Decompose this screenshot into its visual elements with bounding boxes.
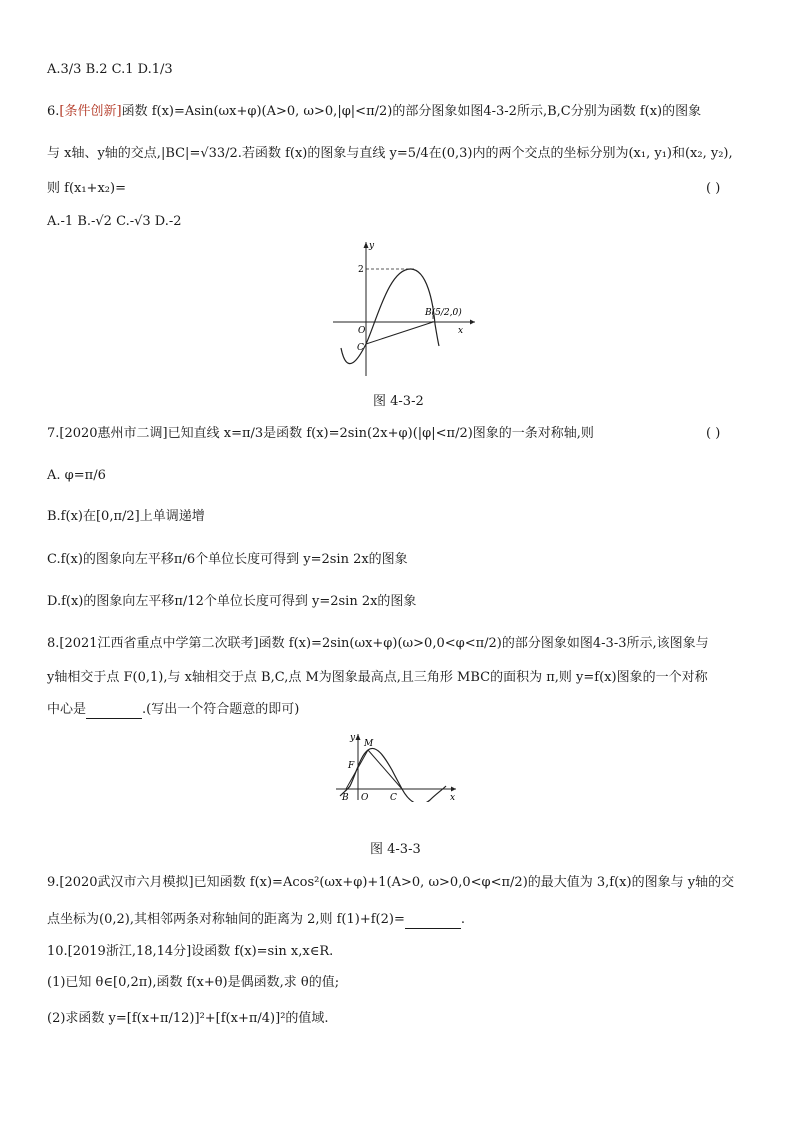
q7-option-a: A. φ=π/6 [47, 468, 106, 483]
figure-4-3-3-caption: 图 4-3-3 [370, 842, 421, 857]
q6-line-3: 则 f(x₁+x₂)= [47, 181, 126, 196]
q8-line-2: y轴相交于点 F(0,1),与 x轴相交于点 B,C,点 M为图象最高点,且三角形 MBC的面积为 π,则 y=f(x)图象的一个对称 [47, 670, 708, 685]
q6-line-2: 与 x轴、y轴的交点,|BC|=√33/2.若函数 f(x)的图象与直线 y=5/4在(0,3)内的两个交点的坐标分别为(x₁, y₁)和(x₂, y₂), [47, 146, 733, 161]
figure-4-3-2-caption: 图 4-3-2 [373, 394, 424, 409]
q10-line-1: 10.[2019浙江,18,14分]设函数 f(x)=sin x,x∈R. [47, 944, 334, 959]
q9-text-start: 点坐标为(0,2),其相邻两条对称轴间的距离为 2,则 f(1)+f(2)= [47, 912, 405, 927]
q6-answer-paren: ( ) [706, 181, 721, 196]
fig2-x-arrow [451, 787, 456, 792]
q8-answer-blank[interactable] [86, 702, 142, 719]
fig2-y-arrow [356, 734, 361, 740]
fig2-x-label: x [450, 793, 456, 802]
fig2-point-f: F [348, 761, 355, 771]
fig1-y-arrow [364, 242, 369, 248]
q6-source-tag: [条件创新] [59, 104, 122, 119]
fig1-x-label: x [458, 326, 464, 336]
fig2-origin-label: O [361, 793, 369, 802]
q6-line-1 [47, 104, 701, 120]
q7-answer-paren: ( ) [706, 426, 721, 441]
q8-line-1: 8.[2021江西省重点中学第二次联考]函数 f(x)=2sin(ωx+φ)(ω>0,0<φ<π/2)的部分图象如图4-3-3所示,该图象与 [47, 636, 709, 651]
fig2-point-c: C [390, 793, 397, 802]
q7-line-1: 7.[2020惠州市二调]已知直线 x=π/3是函数 f(x)=2sin(2x+φ)(|φ|<π/2)图象的一条对称轴,则 [47, 426, 594, 441]
q8-text-start: 中心是 [47, 702, 87, 717]
figure-4-3-3 [334, 728, 464, 802]
q9-line-2 [47, 912, 465, 929]
q9-text-end: . [460, 912, 465, 927]
fig1-line-bc [366, 322, 433, 344]
q6-text-1: 函数 f(x)=Asin(ωx+φ)(A>0, ω>0,|φ|<π/2)的部分图象如图4-3-2所示,B,C分别为函数 f(x)的图象 [121, 104, 702, 119]
fig2-y-label: y [350, 733, 356, 743]
fig2-point-b: B [342, 793, 349, 802]
fig2-side-mc [368, 750, 402, 789]
fig1-x-arrow [470, 320, 475, 325]
q8-text-end: .(写出一个符合题意的即可) [142, 702, 300, 717]
fig2-point-m: M [364, 739, 374, 749]
q10-part-2: (2)求函数 y=[f(x+π/12)]²+[f(x+π/4)]²的值域. [47, 1011, 329, 1026]
fig1-point-b: B(5/2,0) [425, 308, 462, 318]
q9-answer-blank[interactable] [405, 912, 461, 929]
q8-line-3 [47, 702, 299, 719]
fig1-y-label: y [369, 241, 375, 251]
q10-part-1: (1)已知 θ∈[0,2π),函数 f(x+θ)是偶函数,求 θ的值; [47, 975, 340, 990]
q6-number: 6. [47, 104, 60, 119]
q6-options: A.-1 B.-√2 C.-√3 D.-2 [47, 214, 182, 229]
fig1-origin-label: O [358, 326, 366, 336]
q7-option-d: D.f(x)的图象向左平移π/12个单位长度可得到 y=2sin 2x的图象 [47, 594, 417, 609]
figure-4-3-2 [325, 238, 485, 378]
fig1-point-c: C [357, 343, 364, 353]
fig1-tick-2: 2 [358, 265, 364, 275]
q9-line-1: 9.[2020武汉市六月模拟]已知函数 f(x)=Acos²(ωx+φ)+1(A>0, ω>0,0<φ<π/2)的最大值为 3,f(x)的图象与 y轴的交 [47, 875, 735, 890]
q5-options: A.3/3 B.2 C.1 D.1/3 [47, 62, 173, 77]
q7-option-b: B.f(x)在[0,π/2]上单调递增 [47, 509, 205, 524]
q7-option-c: C.f(x)的图象向左平移π/6个单位长度可得到 y=2sin 2x的图象 [47, 552, 408, 567]
